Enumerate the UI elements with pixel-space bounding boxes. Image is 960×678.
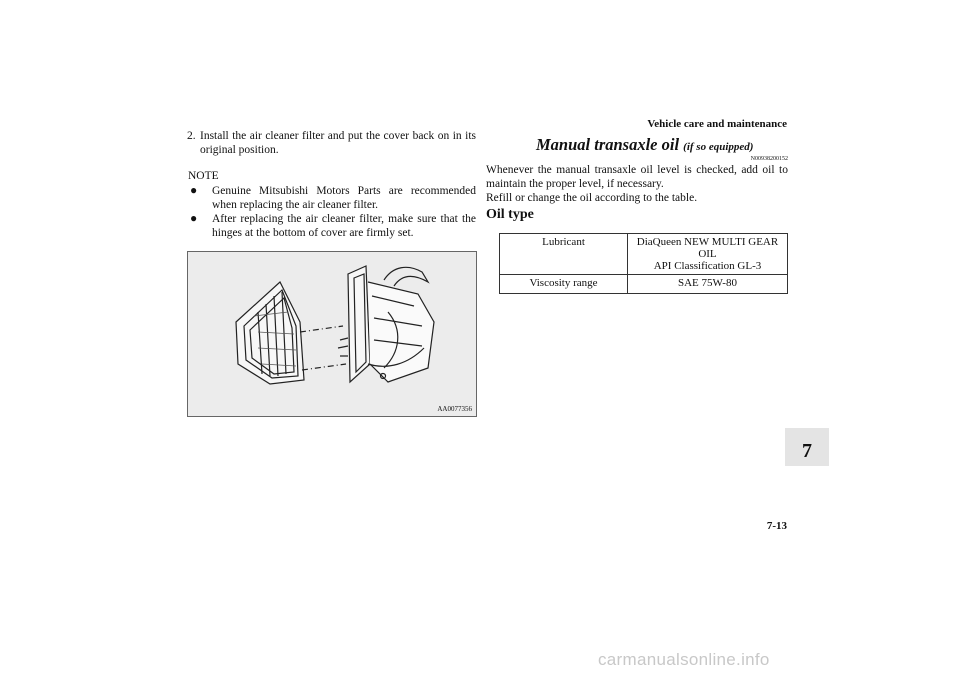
value-line: API Classification GL-3 xyxy=(653,260,762,272)
watermark: carmanualsonline.info xyxy=(598,650,770,669)
step-number: 2. xyxy=(187,130,196,142)
paragraph: Refill or change the oil according to the table. xyxy=(486,192,698,204)
note-text: Genuine Mitsubishi Motors Parts are recommended when replacing the air cleaner filter. xyxy=(212,185,476,211)
figure-id: AA0077356 xyxy=(437,405,472,413)
bullet-icon: ● xyxy=(190,183,198,197)
table-cell-label: Viscosity range xyxy=(500,275,628,294)
paragraph: Whenever the manual transaxle oil level is checked, add oil to maintain the proper level, if necessary. xyxy=(486,164,788,190)
bullet-icon: ● xyxy=(190,211,198,225)
section-title xyxy=(536,135,753,155)
table-row xyxy=(500,275,788,294)
oil-type-heading: Oil type xyxy=(486,207,534,222)
step-2 xyxy=(187,129,476,157)
reference-code: N00938200152 xyxy=(750,156,788,162)
table-cell-value xyxy=(628,234,788,275)
air-cleaner-drawing xyxy=(188,252,476,416)
air-cleaner-illustration xyxy=(187,251,477,417)
table-row xyxy=(500,234,788,275)
chapter-tab: 7 xyxy=(785,428,829,466)
running-header: Vehicle care and maintenance xyxy=(647,118,787,130)
step-text: Install the air cleaner filter and put the cover back on in its original position. xyxy=(200,130,476,156)
value-line: DiaQueen NEW MULTI GEAR OIL xyxy=(636,236,779,260)
note-label: NOTE xyxy=(188,170,219,182)
oil-type-table xyxy=(499,233,788,294)
section-body xyxy=(486,163,788,205)
section-title-text: Manual transaxle oil xyxy=(536,135,680,154)
page-number: 7-13 xyxy=(766,520,787,532)
note-text: After replacing the air cleaner filter, make sure that the hinges at the bottom of cover are firmly set. xyxy=(212,213,476,239)
table-cell-label: Lubricant xyxy=(500,234,628,275)
section-subtitle: (if so equipped) xyxy=(683,141,754,153)
note-item xyxy=(190,183,476,212)
table-cell-value: SAE 75W-80 xyxy=(628,275,788,294)
note-item xyxy=(190,211,476,240)
